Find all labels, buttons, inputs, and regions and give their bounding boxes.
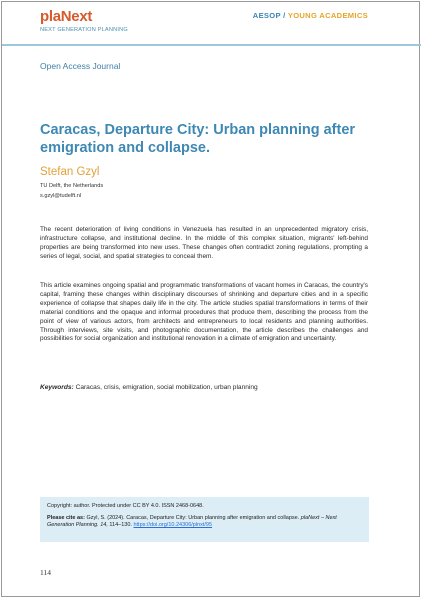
journal-type: Open Access Journal [40,61,121,71]
cite-journal: plaNext – Next Generation Planning. 14, [47,514,337,529]
cite-text: Gzyl, S. (2024). Caracas, Departure City: Urban planning after emigration and collapse. [86,514,300,521]
cite-as [47,515,362,530]
keywords-label: Keywords: [40,384,74,391]
citation-box [40,497,369,542]
keywords-list: Caracas, crisis, emigration, social mobilization, urban planning [75,384,258,391]
journal-logo: plaNext [40,8,93,25]
org-separator: / [280,11,288,20]
article-title: Caracas, Departure City: Urban planning after emigration and collapse. [40,122,356,156]
cite-label: Please cite as: [47,514,85,521]
cite-pages: 114–130. [109,522,132,529]
org-aesop: AESOP [252,11,281,20]
abstract-paragraph-2: This article examines ongoing spatial and programmatic transformations of vacant homes in Caracas, the country's capital, framing these changes within disciplinary discourses of shrinking and departure cities and in a specific experience of collapse that shapes daily life in the city. The article studies spatial transformations in terms of their material conditions and the opaque and informal procedures that produce them, describing the process from the point of view of various actors, from architects and entrepreneurs to local residents and planning authorities. Through interviews, site visits, and photographic documentation, the article describes the challenges and possibilities for social organization and institutional renovation in a climate of emigration and uncertainty. [40,282,368,343]
author-affiliation: TU Delft, the Netherlands [40,183,104,189]
header-organization [253,11,368,20]
header-divider [2,44,421,46]
org-young-academics: YOUNG ACADEMICS [287,11,368,20]
abstract-paragraph-1: The recent deterioration of living conditions in Venezuela has resulted in an unprecedented migratory crisis, infrastructure collapse, and institutional decline. In the middle of this complex situation, migrants' left-behind properties are being transformed into new uses. These changes often contradict zoning regulations, prompting a series of legal, social, and spatial strategies to conceal them. [40,226,368,260]
copyright-line: Copyright: author. Protected under CC BY 4.0. ISSN 2468-0648. [47,503,204,509]
logo-subtitle: NEXT GENERATION PLANNING [40,27,128,33]
keywords [40,384,258,391]
page-number: 114 [40,568,51,577]
doi-link[interactable]: https://doi.org/10.24306/plnxt/95 [133,522,213,529]
author-name: Stefan Gzyl [40,166,100,178]
author-email[interactable]: s.gzyl@tudelft.nl [40,193,82,199]
